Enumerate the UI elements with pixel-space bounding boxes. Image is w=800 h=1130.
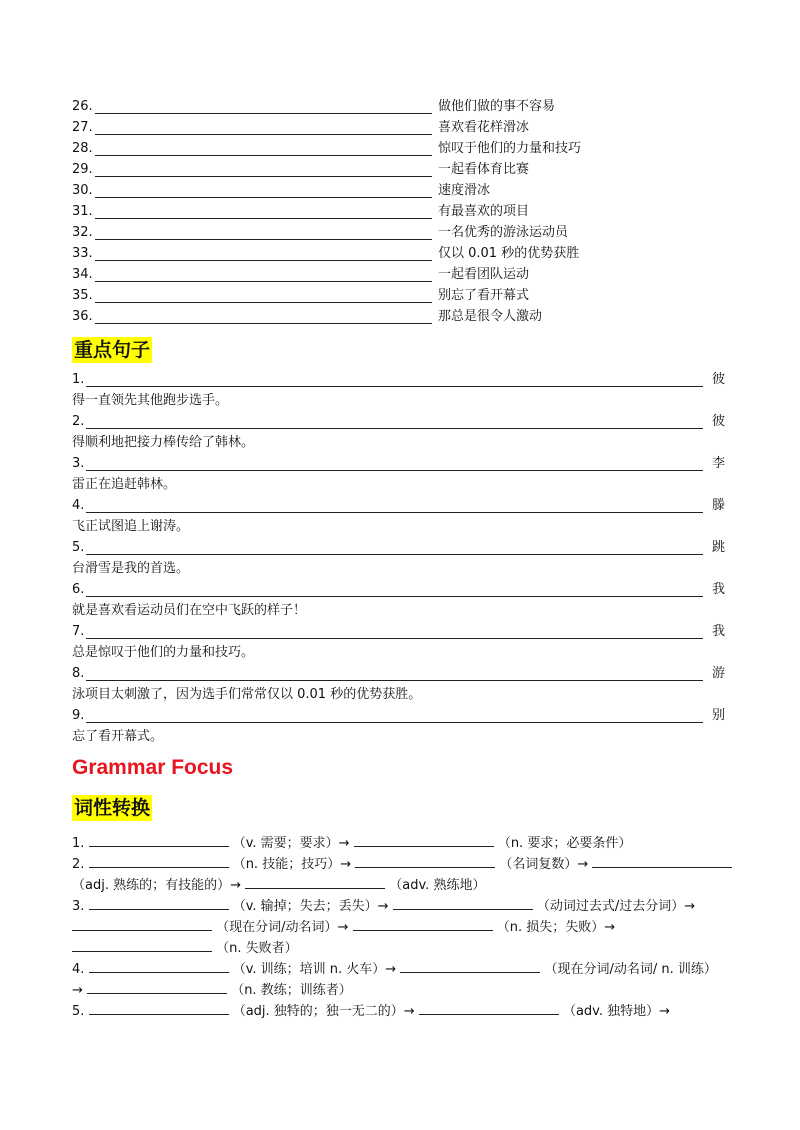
wordform-hint: （adv. 熟练地） <box>389 878 486 893</box>
wordform-row-3-cont <box>72 916 615 937</box>
wordform-hint: （v. 需要；要求）→ <box>232 836 350 851</box>
answer-blank[interactable] <box>86 428 703 429</box>
wordform-number: 5. <box>72 1004 85 1019</box>
answer-blank[interactable] <box>86 554 703 555</box>
answer-blank[interactable] <box>245 874 385 889</box>
vocab-number: 36. <box>72 309 93 324</box>
wordform-hint: （名词复数）→ <box>499 857 589 872</box>
vocab-number: 33. <box>72 246 93 261</box>
vocab-number: 31. <box>72 204 93 219</box>
vocab-chinese-prompt: 惊叹于他们的力量和技巧 <box>438 141 582 156</box>
sentence-prompt-rest: 台滑雪是我的首选。 <box>72 561 190 576</box>
answer-blank[interactable] <box>95 323 432 324</box>
sentence-number: 9. <box>72 708 85 723</box>
vocab-chinese-prompt: 一起看团队运动 <box>438 267 530 282</box>
vocab-number: 30. <box>72 183 93 198</box>
answer-blank[interactable] <box>87 979 227 994</box>
answer-blank[interactable] <box>95 281 432 282</box>
answer-blank[interactable] <box>86 470 703 471</box>
vocab-number: 28. <box>72 141 93 156</box>
answer-blank[interactable] <box>95 134 432 135</box>
answer-blank[interactable] <box>95 239 432 240</box>
grammar-focus-title: Grammar Focus <box>72 756 234 779</box>
wordform-row-2 <box>72 853 732 874</box>
sentence-prompt-start: 游 <box>712 666 726 681</box>
wordform-hint: （动词过去式/过去分词）→ <box>536 899 696 914</box>
vocab-chinese-prompt: 做他们做的事不容易 <box>438 99 556 114</box>
answer-blank[interactable] <box>89 895 229 910</box>
wordform-hint: （现在分词/动名词/ n. 训练） <box>544 962 717 977</box>
sentence-prompt-start: 跳 <box>712 540 726 555</box>
answer-blank[interactable] <box>95 155 432 156</box>
sentence-prompt-start: 李 <box>712 456 726 471</box>
sentence-prompt-rest: 总是惊叹于他们的力量和技巧。 <box>72 645 255 660</box>
wordform-row-2-cont <box>72 874 485 895</box>
sentence-number: 5. <box>72 540 85 555</box>
vocab-number: 27. <box>72 120 93 135</box>
vocab-number: 29. <box>72 162 93 177</box>
sentence-prompt-rest: 忘了看开幕式。 <box>72 729 164 744</box>
arrow: → <box>72 983 83 998</box>
wordform-row-5 <box>72 1000 670 1021</box>
sentence-prompt-rest: 飞正试图追上谢涛。 <box>72 519 190 534</box>
wordform-number: 3. <box>72 899 85 914</box>
vocab-chinese-prompt: 别忘了看开幕式 <box>438 288 530 303</box>
section-heading-key-sentences: 重点句子 <box>74 339 151 361</box>
answer-blank[interactable] <box>400 958 540 973</box>
vocab-chinese-prompt: 仅以 0.01 秒的优势获胜 <box>438 246 580 261</box>
vocab-chinese-prompt: 一起看体育比赛 <box>438 162 530 177</box>
wordform-row-1 <box>72 832 631 853</box>
wordform-hint: （adv. 独特地）→ <box>562 1004 671 1019</box>
answer-blank[interactable] <box>95 176 432 177</box>
wordform-number: 4. <box>72 962 85 977</box>
answer-blank[interactable] <box>95 260 432 261</box>
sentence-prompt-start: 我 <box>712 624 726 639</box>
wordform-hint: （n. 教练；训练者） <box>231 983 352 998</box>
wordform-hint: （n. 技能；技巧）→ <box>232 857 352 872</box>
answer-blank[interactable] <box>86 722 703 723</box>
sentence-number: 7. <box>72 624 85 639</box>
sentence-prompt-start: 我 <box>712 582 726 597</box>
sentence-prompt-rest: 泳项目太刺激了，因为选手们常常仅以 0.01 秒的优势获胜。 <box>72 687 422 702</box>
answer-blank[interactable] <box>86 512 703 513</box>
answer-blank[interactable] <box>72 916 212 931</box>
wordform-hint: （adj. 熟练的；有技能的）→ <box>72 878 241 893</box>
answer-blank[interactable] <box>72 937 212 952</box>
answer-blank[interactable] <box>393 895 533 910</box>
wordform-row-3-cont2 <box>72 937 298 958</box>
answer-blank[interactable] <box>354 832 494 847</box>
answer-blank[interactable] <box>86 596 703 597</box>
sentence-number: 2. <box>72 414 85 429</box>
answer-blank[interactable] <box>355 853 495 868</box>
sentence-prompt-start: 彼 <box>712 372 726 387</box>
sentence-prompt-start: 滕 <box>712 498 726 513</box>
wordform-hint: （n. 损失；失败）→ <box>496 920 616 935</box>
sentence-number: 6. <box>72 582 85 597</box>
wordform-number: 1. <box>72 836 85 851</box>
answer-blank[interactable] <box>592 853 732 868</box>
answer-blank[interactable] <box>89 832 229 847</box>
wordform-row-3 <box>72 895 695 916</box>
vocab-number: 26. <box>72 99 93 114</box>
sentence-prompt-start: 别 <box>712 708 726 723</box>
sentence-prompt-rest: 得一直领先其他跑步选手。 <box>72 393 229 408</box>
sentence-number: 8. <box>72 666 85 681</box>
sentence-prompt-start: 彼 <box>712 414 726 429</box>
vocab-chinese-prompt: 喜欢看花样滑冰 <box>438 120 530 135</box>
answer-blank[interactable] <box>95 302 432 303</box>
vocab-number: 35. <box>72 288 93 303</box>
vocab-chinese-prompt: 速度滑冰 <box>438 183 491 198</box>
answer-blank[interactable] <box>95 113 432 114</box>
vocab-chinese-prompt: 有最喜欢的项目 <box>438 204 530 219</box>
answer-blank[interactable] <box>95 218 432 219</box>
section-heading-word-forms: 词性转换 <box>74 797 151 819</box>
wordform-hint: （现在分词/动名词）→ <box>216 920 349 935</box>
wordform-row-4 <box>72 958 717 979</box>
sentence-prompt-rest: 得顺利地把接力棒传给了韩林。 <box>72 435 255 450</box>
answer-blank[interactable] <box>89 853 229 868</box>
answer-blank[interactable] <box>353 916 493 931</box>
answer-blank[interactable] <box>89 958 229 973</box>
wordform-row-4-cont <box>72 979 352 1000</box>
vocab-chinese-prompt: 那总是很令人激动 <box>438 309 543 324</box>
sentence-number: 4. <box>72 498 85 513</box>
wordform-hint: （v. 输掉；失去；丢失）→ <box>232 899 389 914</box>
vocab-number: 32. <box>72 225 93 240</box>
wordform-hint: （v. 训练；培训 n. 火车）→ <box>232 962 397 977</box>
answer-blank[interactable] <box>419 1000 559 1015</box>
answer-blank[interactable] <box>86 386 703 387</box>
vocab-chinese-prompt: 一名优秀的游泳运动员 <box>438 225 569 240</box>
wordform-hint: （adj. 独特的；独一无二的）→ <box>232 1004 415 1019</box>
vocab-number: 34. <box>72 267 93 282</box>
answer-blank[interactable] <box>86 638 703 639</box>
sentence-number: 1. <box>72 372 85 387</box>
sentence-number: 3. <box>72 456 85 471</box>
answer-blank[interactable] <box>89 1000 229 1015</box>
sentence-prompt-rest: 雷正在追赶韩林。 <box>72 477 177 492</box>
answer-blank[interactable] <box>95 197 432 198</box>
wordform-hint: （n. 要求；必要条件） <box>497 836 632 851</box>
wordform-hint: （n. 失败者） <box>216 941 298 956</box>
answer-blank[interactable] <box>86 680 703 681</box>
sentence-prompt-rest: 就是喜欢看运动员们在空中飞跃的样子！ <box>72 603 307 618</box>
wordform-number: 2. <box>72 857 85 872</box>
